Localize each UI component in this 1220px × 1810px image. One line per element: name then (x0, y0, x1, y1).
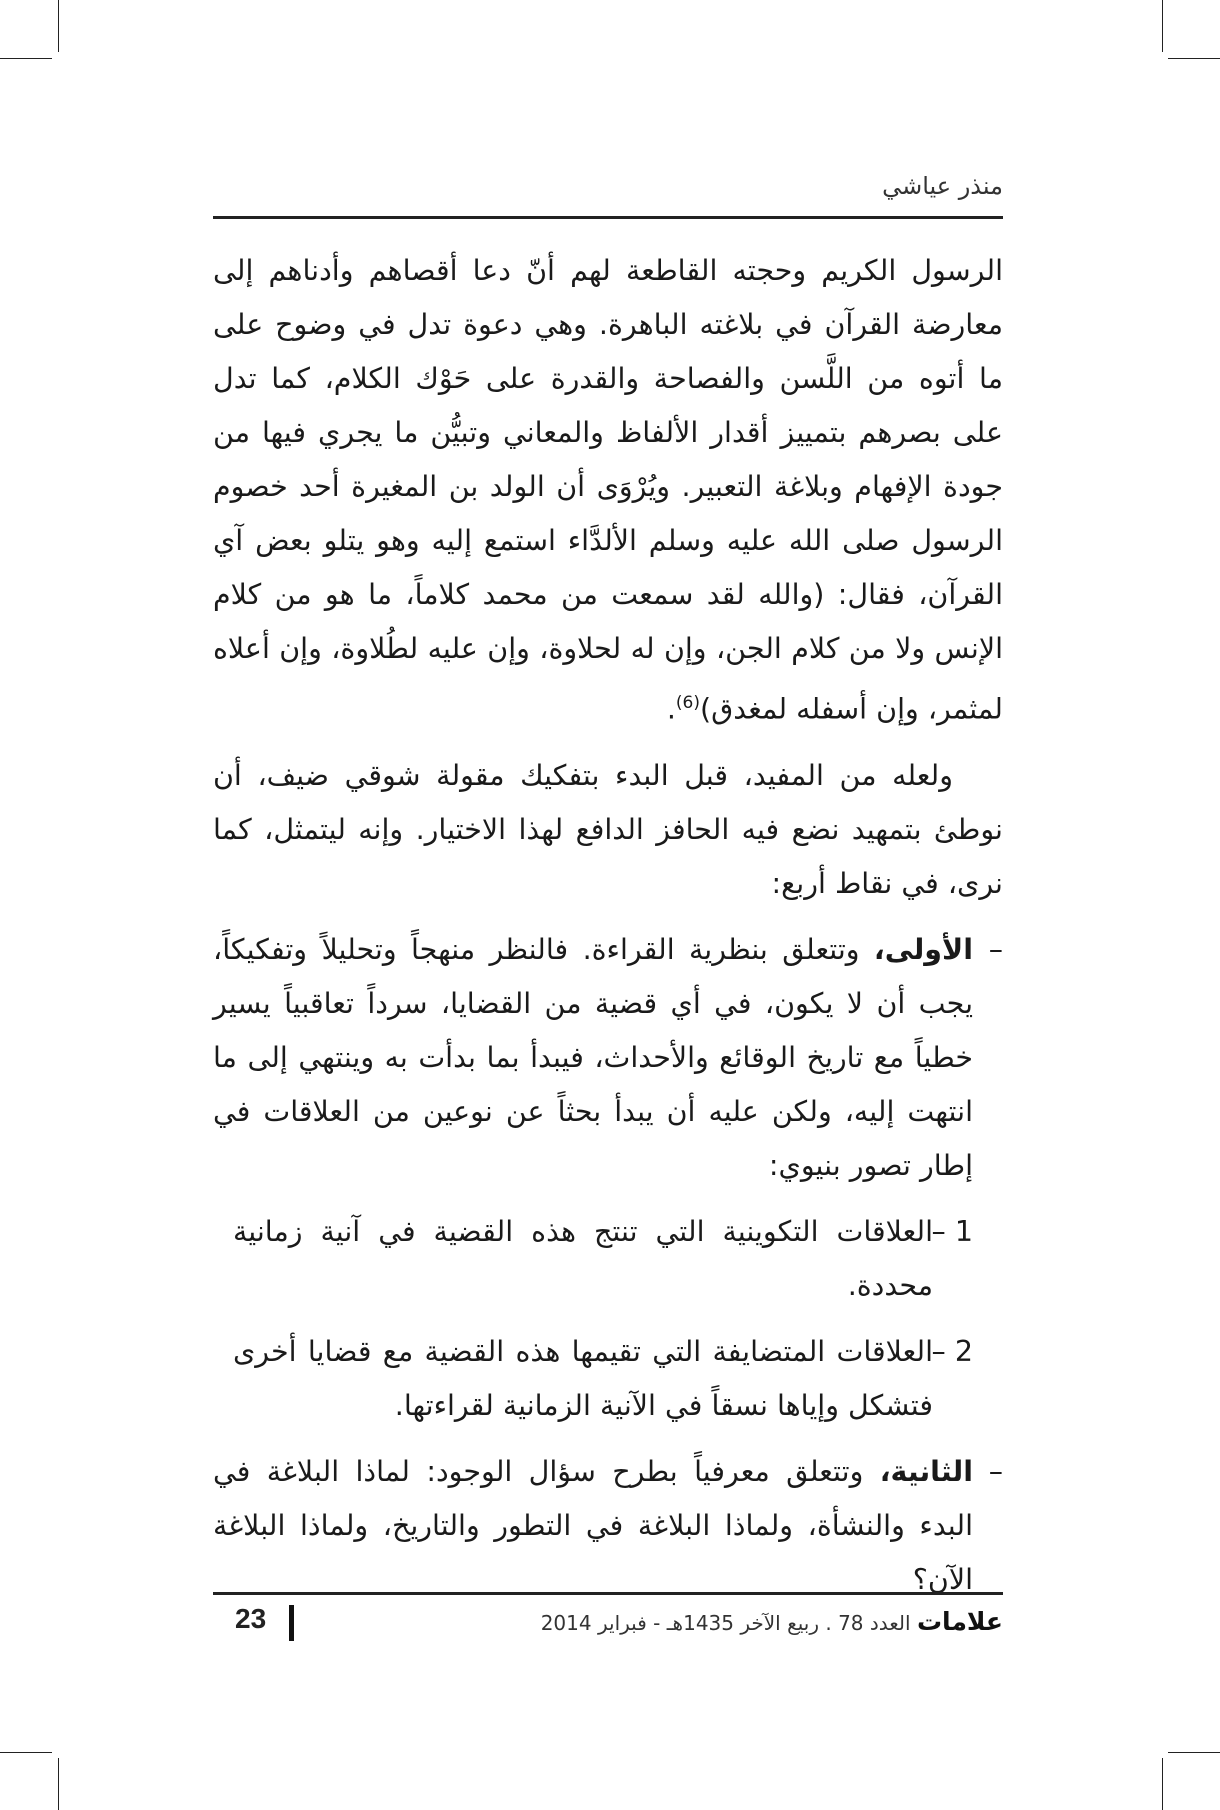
point-second (213, 1445, 1003, 1607)
item-number: 2 – (931, 1334, 973, 1368)
page-number: 23 (235, 1603, 267, 1634)
crop-mark (1168, 1752, 1220, 1753)
crop-mark (1162, 1758, 1163, 1810)
journal-logo: علامات (916, 1607, 1003, 1636)
item-number: 1 – (931, 1214, 973, 1248)
point-lead: الثانية، (879, 1454, 973, 1488)
issue-info: العدد 78 . ربيع الآخر 1435هـ - فبراير 2014 (540, 1611, 911, 1635)
paragraph: ولعله من المفيد، قبل البدء بتفكيك مقولة شوقي ضيف، أن نوطئ بتمهيد نضع فيه الحافز الدافع لهذا الاختيار. وإنه ليتمثل، كما نرى، في نقاط أربع: (213, 758, 1003, 900)
numbered-item (213, 1205, 1003, 1313)
crop-mark (1162, 0, 1163, 52)
item-text: العلاقات المتضايفة التي تقيمها هذه القضية مع قضايا أخرى فتشكل وإياها نسقاً في الآنية الزمانية لقراءتها. (233, 1334, 933, 1422)
footer-separator (289, 1605, 294, 1641)
running-header (213, 170, 1003, 219)
crop-mark (1168, 58, 1220, 59)
crop-mark (0, 1752, 52, 1753)
point-text: وتتعلق بنظرية القراءة. فالنظر منهجاً وتحليلاً وتفكيكاً، يجب أن لا يكون، في أي قضية من القضايا، سرداً تعاقبياً يسير خطياً مع تاريخ الوقائع والأحداث، فيبدأ بما بدأت به وينتهي إلى ما انتهت إليه، ولكن عليه أن يبدأ بحثاً عن نوعين من العلاقات في إطار تصور بنيوي: (213, 932, 973, 1182)
list-dash: – (988, 932, 1003, 966)
point-first (213, 923, 1003, 1193)
crop-mark (0, 58, 52, 59)
article-body (213, 244, 1003, 1596)
paragraph (213, 244, 1003, 737)
footnote-ref: (6) (675, 693, 701, 713)
paragraph-end: . (666, 692, 676, 726)
numbered-item (213, 1325, 1003, 1433)
crop-mark (58, 0, 59, 52)
page-footer (213, 1592, 1003, 1645)
point-lead: الأولى، (873, 932, 973, 966)
author-name: منذر عياشي (882, 172, 1003, 200)
list-dash: – (988, 1454, 1003, 1488)
item-text: العلاقات التكوينية التي تنتج هذه القضية في آنية زمانية محددة. (233, 1214, 933, 1302)
journal-info (541, 1607, 1003, 1636)
crop-mark (58, 1758, 59, 1810)
paragraph-text: الرسول الكريم وحجته القاطعة لهم أنّ دعا أقصاهم وأدناهم إلى معارضة القرآن في بلاغته الباهرة. وهي دعوة تدل في وضوح على ما أتوه من اللَّسن والفصاحة والقدرة على حَوْك الكلام، كما تدل على بصرهم بتمييز أقدار الألفاظ والمعاني وتبيُّن ما يجري فيها من جودة الإفهام وبلاغة التعبير. ويُرْوَى أن الولد بن المغيرة أحد خصوم الرسول صلى الله عليه وسلم الألدَّاء استمع إليه وهو يتلو بعض آي القرآن، فقال: (والله لقد سمعت من محمد كلاماً، ما هو من كلام الإنس ولا من كلام الجن، وإن له لحلاوة، وإن عليه لطُلاوة، وإن أعلاه لمثمر، وإن أسفله لمغدق) (213, 254, 1003, 726)
point-text: وتتعلق معرفياً بطرح سؤال الوجود: لماذا البلاغة في البدء والنشأة، ولماذا البلاغة في التطور والتاريخ، ولماذا البلاغة الآن؟ (213, 1454, 973, 1596)
